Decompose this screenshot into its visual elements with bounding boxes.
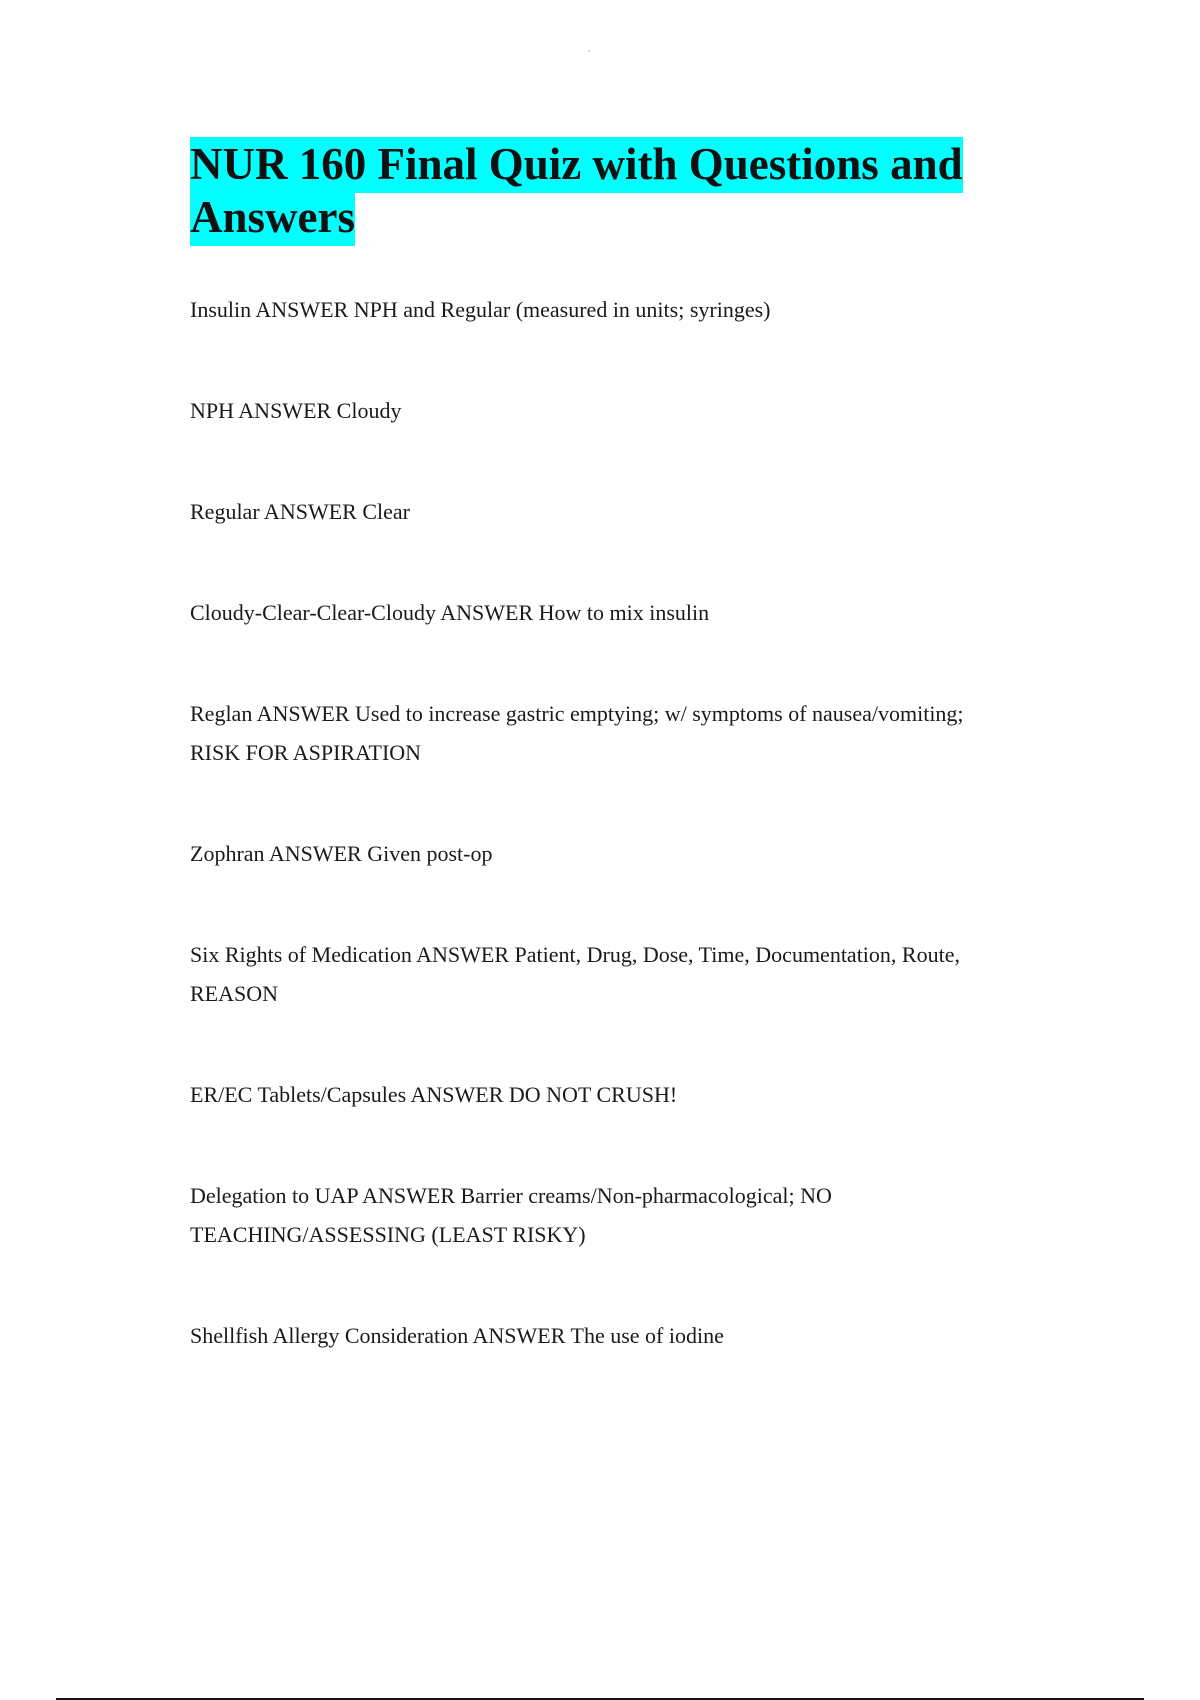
qa-item: Insulin ANSWER NPH and Regular (measured in units; syringes) xyxy=(190,297,771,322)
qa-item: Cloudy-Clear-Clear-Cloudy ANSWER How to mix insulin xyxy=(190,600,710,625)
qa-item: ER/EC Tablets/Capsules ANSWER DO NOT CRUSH! xyxy=(190,1082,678,1107)
qa-list xyxy=(190,290,1010,1417)
qa-item: Delegation to UAP ANSWER Barrier creams/Non-pharmacological; NO TEACHING/ASSESSING (LEAST RISKY) xyxy=(190,1183,832,1247)
qa-item: Shellfish Allergy Consideration ANSWER The use of iodine xyxy=(190,1323,724,1348)
title-highlight: NUR 160 Final Quiz with Questions and Answers xyxy=(190,137,963,246)
qa-item: NPH ANSWER Cloudy xyxy=(190,398,402,423)
qa-item: Six Rights of Medication ANSWER Patient, Drug, Dose, Time, Documentation, Route, REASON xyxy=(190,942,960,1006)
document-title xyxy=(190,138,1010,244)
qa-item: Reglan ANSWER Used to increase gastric emptying; w/ symptoms of nausea/vomiting; RISK FOR ASPIRATION xyxy=(190,701,964,765)
qa-item: Regular ANSWER Clear xyxy=(190,499,410,524)
qa-item: Zophran ANSWER Given post-op xyxy=(190,841,493,866)
page-mark xyxy=(588,50,590,52)
